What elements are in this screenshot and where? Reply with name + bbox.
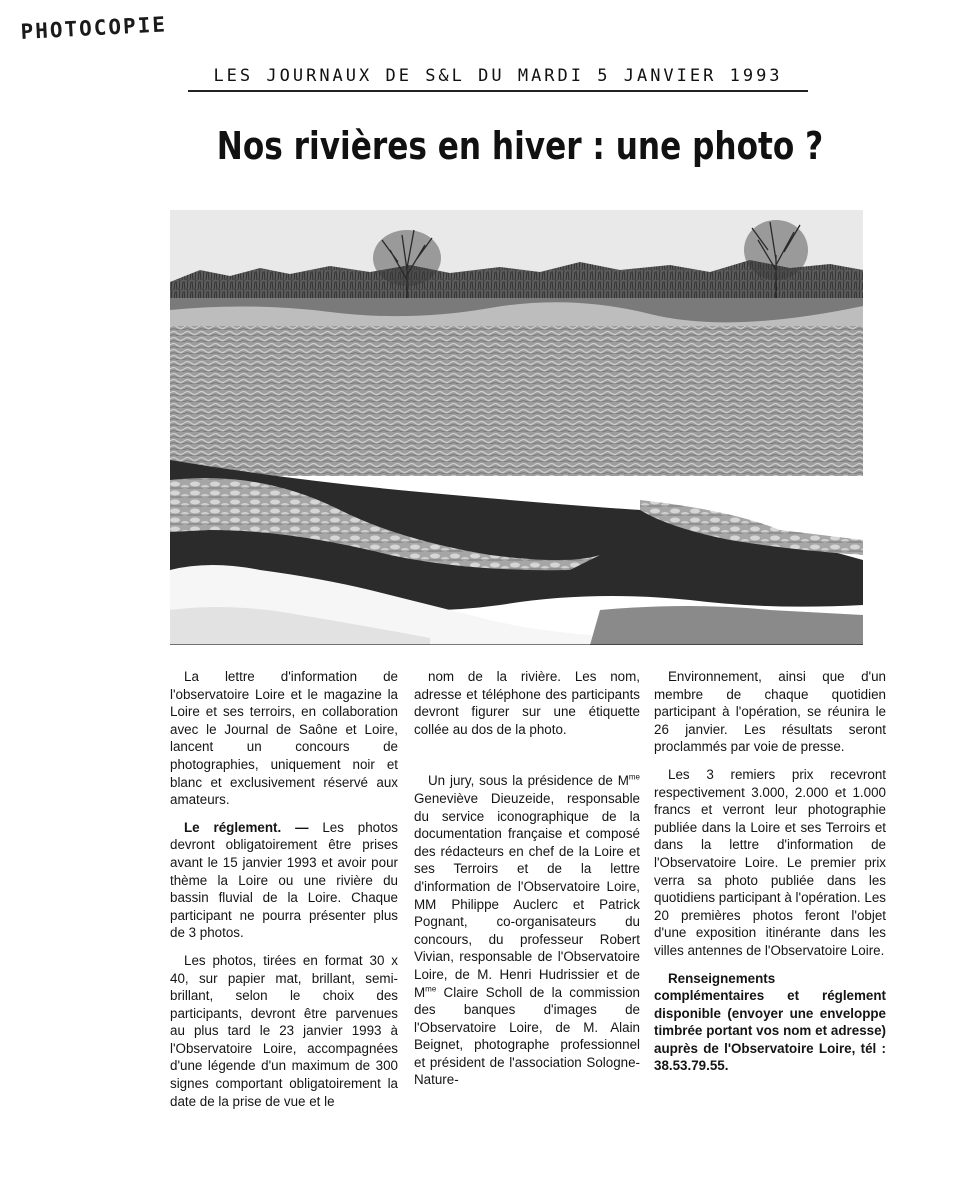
article-column-3	[654, 668, 886, 1085]
reglement-lead: Le réglement. —	[184, 819, 309, 835]
river-photo	[170, 210, 863, 645]
jury-meeting-paragraph: Environnement, ainsi que d'un membre de chaque quotidien participant à l'opération, se réunira le 26 janvier. Les résultats seront proclammés par voie de presse.	[654, 669, 886, 755]
info-paragraph: Renseignements complémentaires et réglement disponible (envoyer une enveloppe timbrée portant vos nom et adresse) auprès de l'Observatoire Loire, tél : 38.53.79.55.	[654, 970, 886, 1074]
jury-paragraph: Un jury, sous la présidence de $M^{me}$ Geneviève Dieuzeide, responsable du service iconographique de la documentation française et composé des rédacteurs en chef de la Loire et ses Terroirs et de la lettre d'information de l'Observatoire Loire, MM Philippe Auclerc et Patrick Pognant, co-organisateurs du concours, du professeur Robert Vivian, responsable de l'Observatoire Loire, de M. Henri Hudrissier et de $M^{me}$ Claire Scholl de la commission des banques d'images de l'Observatoire Loire, de M. Alain Beignet, photographe professionnel et président de l'association Sologne-Nature-	[414, 772, 640, 1088]
prizes-paragraph: Les 3 remiers prix recevront respectivement 3.000, 2.000 et 1.000 francs et verront leur photographie publiée dans la Loire et ses Terroirs et dans la lettre d'information de l'Observatoire Loire. Le premier prix verra sa photo publiée dans les quotidiens participant à l'opération. Les 20 premières photos feront l'objet d'une exposition itinérante dans les villes antennes de l'Observatoire Loire.	[654, 766, 886, 958]
headline: Nos rivières en hiver : une photo ?	[216, 124, 824, 168]
article-column-2	[414, 668, 640, 1099]
masthead: LES JOURNAUX DE S&L DU MARDI 5 JANVIER 1993	[188, 66, 808, 92]
reglement-paragraph	[170, 819, 398, 942]
intro-paragraph: La lettre d'information de l'observatoire Loire et le magazine la Loire et ses terroirs, en collaboration avec le Journal de Saône et Loire, lancent un concours de photographies, uniquement noir et blanc et exclusivement réservé aux amateurs.	[170, 669, 398, 808]
article-column-1	[170, 668, 398, 1120]
labels-paragraph: nom de la rivière. Les nom, adresse et téléphone des participants devront figurer sur une étiquette collée au dos de la photo.	[414, 669, 640, 737]
reglement-body: Les photos devront obligatoirement être prises avant le 15 janvier 1993 et avoir pour thème la Loire ou une rivière du bassin fluvial de la Loire. Chaque participant ne pourra présenter plus de 3 photos.	[170, 819, 398, 941]
format-paragraph: Les photos, tirées en format 30 x 40, sur papier mat, brillant, semi-brillant, selon le choix des participants, devront être parvenues au plus tard le 23 janvier 1993 à l'Observatoire Loire, accompagnées d'une légende d'un maximum de 300 signes comportant obligatoirement la date de la prise de vue et le	[170, 952, 398, 1109]
photocopie-stamp: PHOTOCOPIE	[20, 12, 168, 44]
